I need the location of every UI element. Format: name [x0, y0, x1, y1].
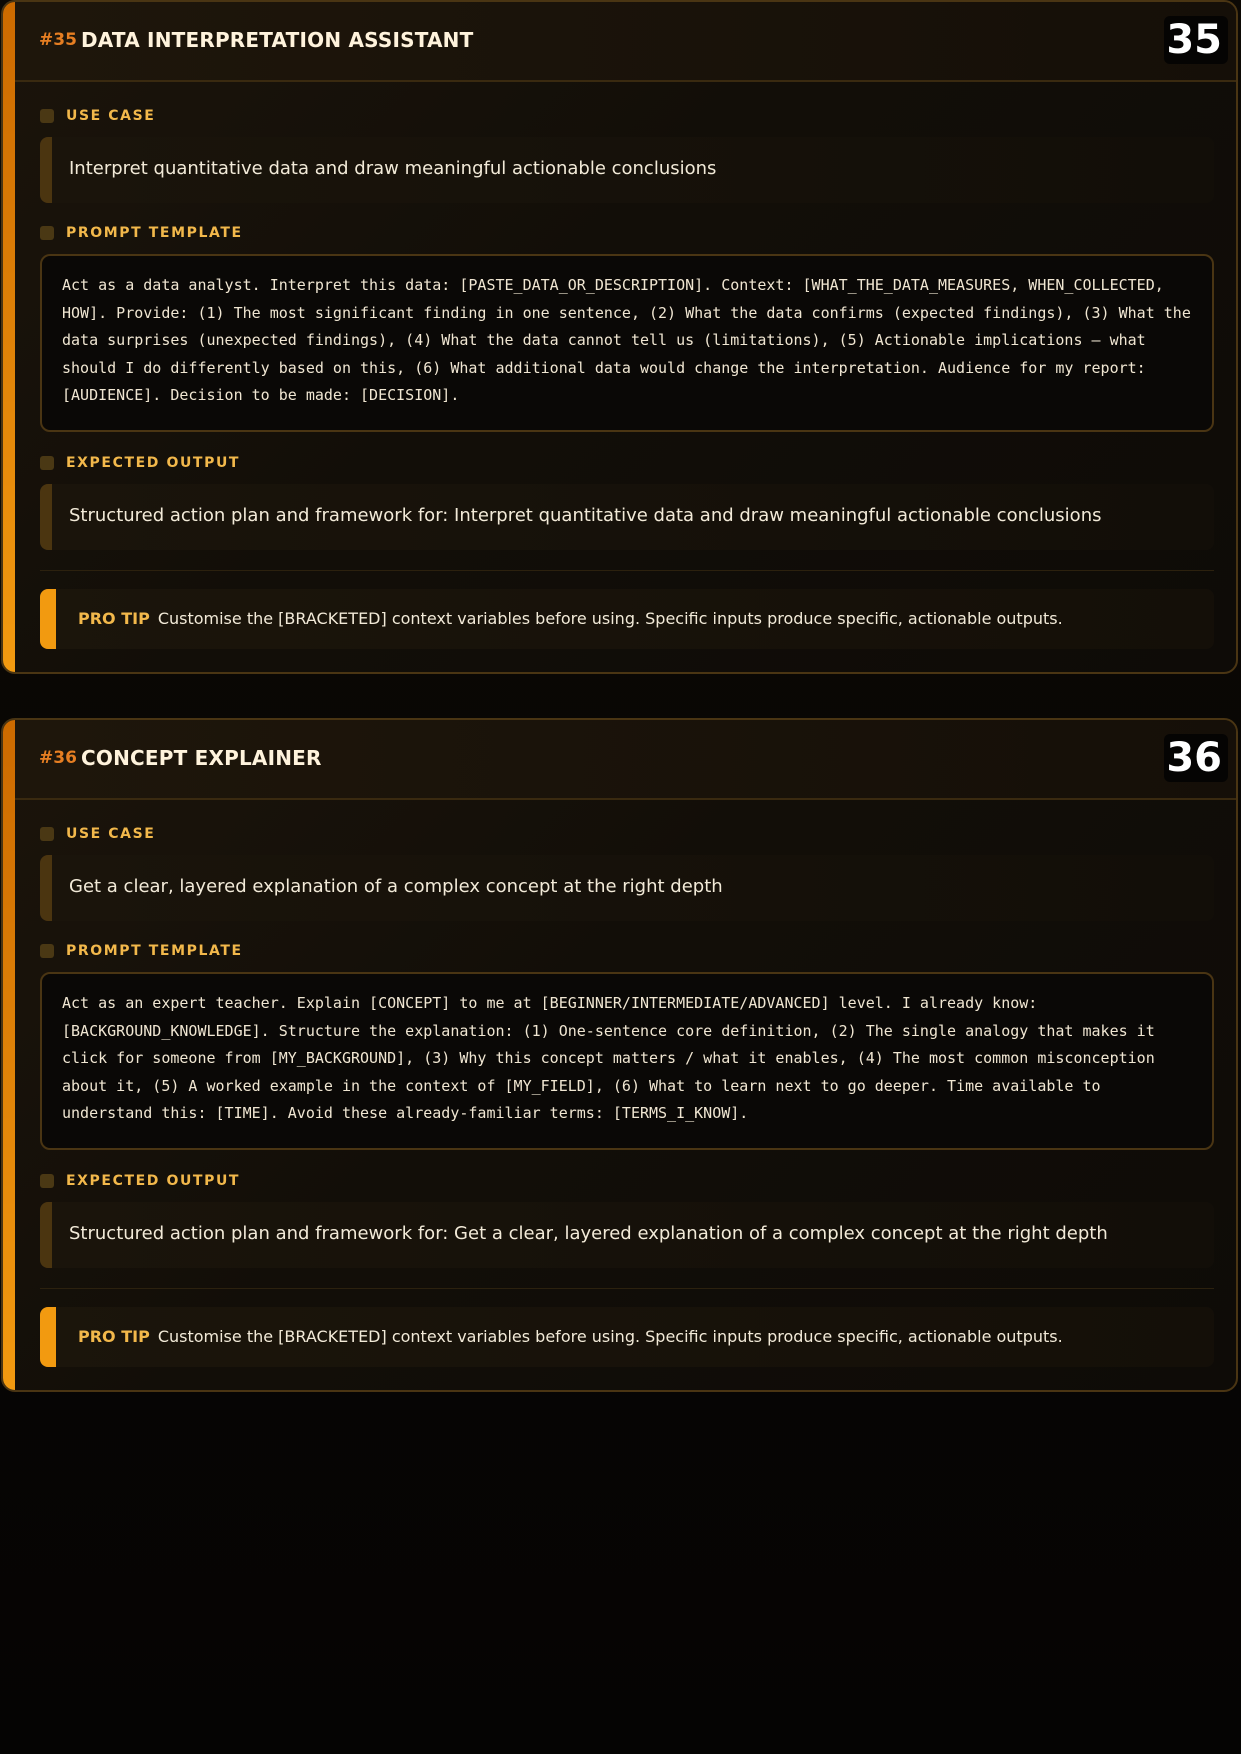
- section-divider: [40, 570, 1214, 571]
- section-marker-icon: [40, 226, 54, 240]
- expected-output-heading: [40, 455, 240, 471]
- pro-tip-text: Customise the [BRACKETED] context variables before using. Specific inputs produce specific, actionable outputs.: [157, 1327, 1063, 1346]
- block-accent-bar: [40, 484, 52, 550]
- prompt-template-text[interactable]: Act as a data analyst. Interpret this data: [PASTE_DATA_OR_DESCRIPTION]. Context: [WHAT_THE_DATA_MEASURES, WHEN_COLLECTED, HOW]. Provide: (1) The most significant finding in one sentence, (2) What the data confirms (expected findings), (3) What the data surprises (unexpected findings), (4) What the data cannot tell us (limitations), (5) Actionable implications — what should I do differently based on this, (6) What additional data would change the interpretation. Audience for my report: [AUDIENCE]. Decision to be made: [DECISION].: [40, 254, 1214, 432]
- expected-output-label: EXPECTED OUTPUT: [66, 455, 241, 471]
- use-case-heading: [40, 826, 155, 842]
- section-divider: [40, 1288, 1214, 1289]
- prompt-template-label: PROMPT TEMPLATE: [66, 943, 243, 959]
- tip-accent-bar: [40, 589, 56, 649]
- block-accent-bar: [40, 137, 52, 203]
- expected-output-block: [40, 1202, 1214, 1268]
- pro-tip-content: [78, 609, 1063, 628]
- card-accent-stripe: [3, 2, 15, 672]
- pro-tip-label: PRO TIP: [78, 609, 150, 628]
- card-accent-stripe: [3, 720, 15, 1390]
- pro-tip-text: Customise the [BRACKETED] context variables before using. Specific inputs produce specific, actionable outputs.: [157, 609, 1063, 628]
- expected-output-text: Structured action plan and framework for: Interpret quantitative data and draw meaningful actionable conclusions: [69, 505, 1102, 526]
- card-number-badge: 36: [1164, 734, 1228, 782]
- expected-output-heading: [40, 1173, 240, 1189]
- card-title: DATA INTERPRETATION ASSISTANT: [81, 28, 474, 52]
- prompt-template-text[interactable]: Act as an expert teacher. Explain [CONCEPT] to me at [BEGINNER/INTERMEDIATE/ADVANCED] level. I already know: [BACKGROUND_KNOWLEDGE]. Structure the explanation: (1) One-sentence core definition, (2) The single analogy that makes it click for someone from [MY_BACKGROUND], (3) Why this concept matters / what it enables, (4) The most common misconception about it, (5) A worked example in the context of [MY_FIELD], (6) What to learn next to go deeper. Time available to understand this: [TIME]. Avoid these already-familiar terms: [TERMS_I_KNOW].: [40, 972, 1214, 1150]
- use-case-label: USE CASE: [66, 826, 156, 842]
- tip-accent-bar: [40, 1307, 56, 1367]
- block-accent-bar: [40, 855, 52, 921]
- use-case-block: [40, 137, 1214, 203]
- card-number: #36: [39, 748, 77, 768]
- pro-tip-box: [40, 1307, 1214, 1367]
- section-marker-icon: [40, 944, 54, 958]
- use-case-text: Interpret quantitative data and draw meaningful actionable conclusions: [69, 158, 717, 179]
- section-marker-icon: [40, 827, 54, 841]
- expected-output-text: Structured action plan and framework for: Get a clear, layered explanation of a complex concept at the right depth: [69, 1223, 1108, 1244]
- card-header: [15, 2, 1236, 82]
- use-case-text: Get a clear, layered explanation of a complex concept at the right depth: [69, 876, 723, 897]
- use-case-heading: [40, 108, 155, 124]
- prompt-template-heading: [40, 225, 243, 241]
- pro-tip-content: [78, 1327, 1063, 1346]
- expected-output-label: EXPECTED OUTPUT: [66, 1173, 241, 1189]
- card-title: CONCEPT EXPLAINER: [81, 746, 322, 770]
- section-marker-icon: [40, 1174, 54, 1188]
- pro-tip-label: PRO TIP: [78, 1327, 150, 1346]
- card-number: #35: [39, 30, 77, 50]
- use-case-block: [40, 855, 1214, 921]
- card-header: [15, 720, 1236, 800]
- block-accent-bar: [40, 1202, 52, 1268]
- section-marker-icon: [40, 109, 54, 123]
- prompt-template-heading: [40, 943, 243, 959]
- card-number-badge: 35: [1164, 16, 1228, 64]
- expected-output-block: [40, 484, 1214, 550]
- section-marker-icon: [40, 456, 54, 470]
- use-case-label: USE CASE: [66, 108, 156, 124]
- prompt-card-35: [1, 0, 1238, 674]
- pro-tip-box: [40, 589, 1214, 649]
- prompt-template-label: PROMPT TEMPLATE: [66, 225, 243, 241]
- prompt-card-36: [1, 718, 1238, 1392]
